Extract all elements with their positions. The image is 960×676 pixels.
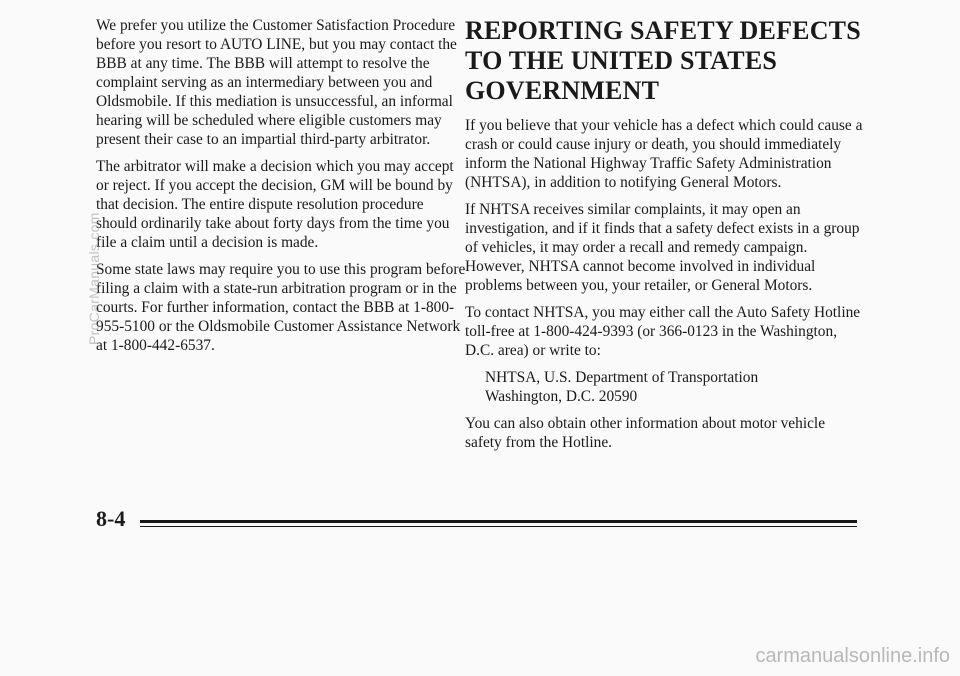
right-paragraph-2: If NHTSA receives similar complaints, it may open an investigation, and if it finds that a safety defect exists in a group of vehicles, it may order a recall and remedy campaign. However, NHTSA cannot become involved in individual problems between you, your retailer, or General Motors. <box>465 201 860 294</box>
right-closing-paragraph: You can also obtain other information about motor vehicle safety from the Hotline. <box>465 415 826 451</box>
address-line-2: Washington, D.C. 20590 <box>485 388 638 405</box>
right-paragraph-3: To contact NHTSA, you may either call the Auto Safety Hotline toll-free at 1-800-424-9393 (or 366-0123 in the Washington, D.C. area) or write to: <box>465 304 861 359</box>
footer-rule-thick <box>140 520 857 523</box>
right-paragraph-1: If you believe that your vehicle has a defect which could cause a crash or could cause injury or death, you should immediately inform the National Highway Traffic Safety Administration (NHTSA), in addition to notifying General Motors. <box>465 117 863 191</box>
left-paragraph-3: Some state laws may require you to use this program before filing a claim with a state-run arbitration program or in the courts. For further information, contact the BBB at 1-800-955-5100 or the Oldsmobile Customer Assistance Network at 1-800-442-6537. <box>96 261 466 354</box>
address-line-1: NHTSA, U.S. Department of Transportation <box>485 369 759 386</box>
right-column <box>465 16 865 460</box>
side-watermark: ProCarManuals.com <box>86 212 102 345</box>
nhtsa-address <box>465 368 865 406</box>
footer-rule-thin <box>140 526 857 527</box>
left-paragraph-1: We prefer you utilize the Customer Satisfaction Procedure before you resort to AUTO LINE, but you may contact the BBB at any time. The BBB will attempt to resolve the complaint serving as an intermediary between you and Oldsmobile. If this mediation is unsuccessful, an informal hearing will be scheduled where eligible customers may present their case to an impartial third-party arbitrator. <box>96 17 457 148</box>
left-column <box>96 16 466 363</box>
page-number: 8-4 <box>96 506 126 531</box>
bottom-watermark: carmanualsonline.info <box>755 645 950 667</box>
section-heading: REPORTING SAFETY DEFECTS TO THE UNITED STATES GOVERNMENT <box>465 16 861 105</box>
left-paragraph-2: The arbitrator will make a decision which you may accept or reject. If you accept the decision, GM will be bound by that decision. The entire dispute resolution procedure should ordinarily take about forty days from the time you file a claim until a decision is made. <box>96 158 454 251</box>
